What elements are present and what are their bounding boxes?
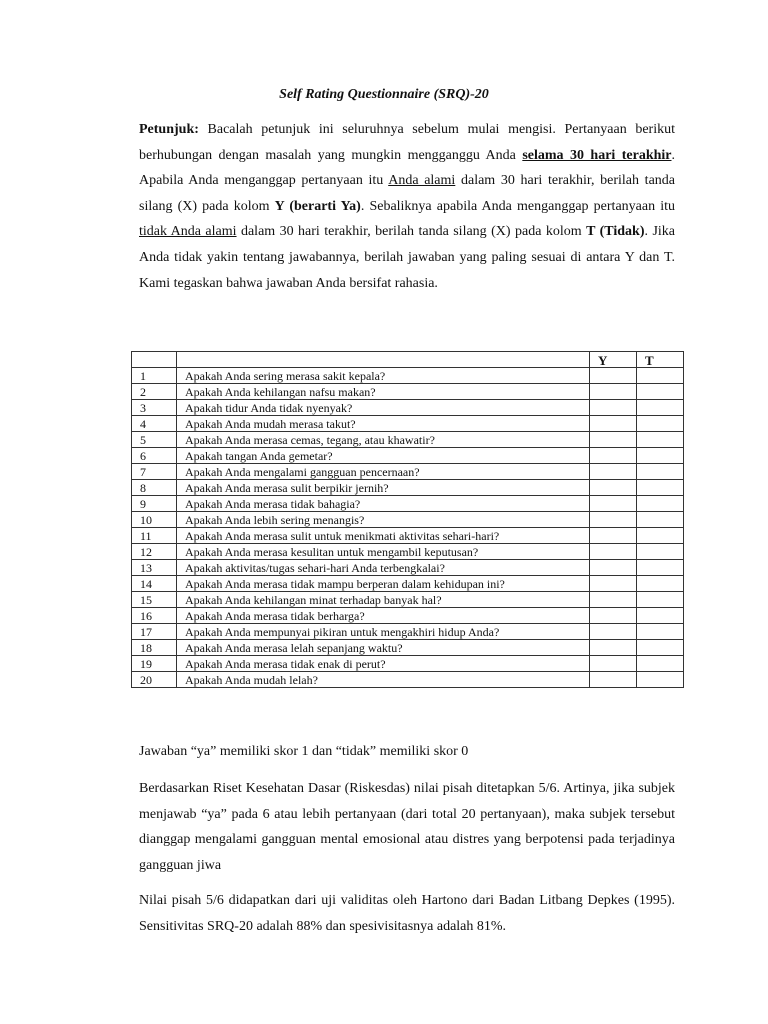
document-title: Self Rating Questionnaire (SRQ)-20 [279, 87, 489, 102]
questionnaire-table [131, 351, 684, 688]
question-text-cell: Apakah Anda kehilangan minat terhadap banyak hal? [177, 592, 590, 608]
question-number-cell: 19 [132, 656, 177, 672]
instructions-text-3: dalam 30 hari terakhir, berilah tanda silang (X) pada kolom [139, 173, 675, 214]
question-number-cell: 3 [132, 400, 177, 416]
table-row [132, 528, 684, 544]
table-row [132, 544, 684, 560]
instructions-label: Petunjuk: [139, 122, 199, 137]
question-text-cell: Apakah Anda merasa sulit berpikir jernih? [177, 480, 590, 496]
question-number-cell: 14 [132, 576, 177, 592]
answer-y-cell[interactable] [590, 368, 637, 384]
answer-y-cell[interactable] [590, 400, 637, 416]
question-text-cell: Apakah Anda merasa tidak enak di perut? [177, 656, 590, 672]
answer-y-cell[interactable] [590, 608, 637, 624]
answer-y-cell[interactable] [590, 640, 637, 656]
answer-t-cell[interactable] [637, 464, 684, 480]
question-text-cell: Apakah Anda kehilangan nafsu makan? [177, 384, 590, 400]
header-question-cell [177, 352, 590, 368]
question-text-cell: Apakah Anda lebih sering menangis? [177, 512, 590, 528]
answer-y-cell[interactable] [590, 576, 637, 592]
table-row [132, 464, 684, 480]
answer-t-cell[interactable] [637, 528, 684, 544]
question-text-cell: Apakah Anda merasa tidak bahagia? [177, 496, 590, 512]
table-row [132, 448, 684, 464]
answer-y-cell[interactable] [590, 656, 637, 672]
table-row [132, 576, 684, 592]
answer-y-cell[interactable] [590, 528, 637, 544]
instructions-text-6: . Jika Anda tidak yakin tentang jawabannya, berilah jawaban yang paling sesuai di antara Y dan T. Kami tegaskan bahwa jawaban Anda bersifat rahasia. [139, 224, 675, 291]
table-row [132, 560, 684, 576]
answer-y-cell[interactable] [590, 432, 637, 448]
answer-t-cell[interactable] [637, 624, 684, 640]
answer-y-cell[interactable] [590, 384, 637, 400]
table-row [132, 416, 684, 432]
answer-t-cell[interactable] [637, 640, 684, 656]
table-row [132, 592, 684, 608]
scoring-paragraph: Jawaban “ya” memiliki skor 1 dan “tidak” memiliki skor 0 [139, 744, 469, 759]
answer-y-cell[interactable] [590, 672, 637, 688]
table-header-row [132, 352, 684, 368]
instructions-column-t: T (Tidak) [586, 224, 645, 240]
question-text-cell: Apakah Anda merasa kesulitan untuk mengambil keputusan? [177, 544, 590, 560]
instructions-text-5: dalam 30 hari terakhir, berilah tanda silang (X) pada kolom [236, 224, 587, 240]
answer-y-cell[interactable] [590, 496, 637, 512]
question-number-cell: 4 [132, 416, 177, 432]
answer-y-cell[interactable] [590, 544, 637, 560]
table-row [132, 496, 684, 512]
instructions-emphasis-not-experienced: tidak Anda alami [139, 224, 237, 240]
instructions-emphasis-experienced: Anda alami [388, 173, 456, 189]
table-row [132, 672, 684, 688]
question-number-cell: 20 [132, 672, 177, 688]
answer-y-cell[interactable] [590, 480, 637, 496]
instructions-text-2: . Apabila Anda menganggap pertanyaan itu [139, 147, 675, 189]
answer-t-cell[interactable] [637, 480, 684, 496]
answer-t-cell[interactable] [637, 384, 684, 400]
question-text-cell: Apakah Anda mempunyai pikiran untuk mengakhiri hidup Anda? [177, 624, 590, 640]
table-row [132, 624, 684, 640]
question-text-cell: Apakah aktivitas/tugas sehari-hari Anda terbengkalai? [177, 560, 590, 576]
header-y-cell: Y [590, 352, 637, 368]
question-number-cell: 11 [132, 528, 177, 544]
answer-t-cell[interactable] [637, 592, 684, 608]
question-number-cell: 5 [132, 432, 177, 448]
answer-y-cell[interactable] [590, 464, 637, 480]
question-number-cell: 7 [132, 464, 177, 480]
table-row [132, 640, 684, 656]
answer-y-cell[interactable] [590, 416, 637, 432]
table-row [132, 400, 684, 416]
question-text-cell: Apakah Anda mudah merasa takut? [177, 416, 590, 432]
question-text-cell: Apakah Anda mudah lelah? [177, 672, 590, 688]
question-number-cell: 6 [132, 448, 177, 464]
answer-t-cell[interactable] [637, 496, 684, 512]
question-number-cell: 18 [132, 640, 177, 656]
question-text-cell: Apakah Anda sering merasa sakit kepala? [177, 368, 590, 384]
table-row [132, 368, 684, 384]
table-row [132, 512, 684, 528]
answer-t-cell[interactable] [637, 608, 684, 624]
answer-t-cell[interactable] [637, 416, 684, 432]
question-number-cell: 15 [132, 592, 177, 608]
question-number-cell: 12 [132, 544, 177, 560]
instructions-paragraph [139, 117, 675, 296]
header-number-cell [132, 352, 177, 368]
answer-y-cell[interactable] [590, 512, 637, 528]
cutoff-paragraph: Berdasarkan Riset Kesehatan Dasar (Riskesdas) nilai pisah ditetapkan 5/6. Artinya, jika subjek menjawab “ya” pada 6 atau lebih pertanyaan (dari total 20 pertanyaan), maka subjek tersebut dianggap mengalami gangguan mental emosional atau distres yang berpotensi pada terjadinya gangguan jiwa [139, 781, 675, 873]
question-number-cell: 1 [132, 368, 177, 384]
question-text-cell: Apakah Anda merasa cemas, tegang, atau khawatir? [177, 432, 590, 448]
question-number-cell: 8 [132, 480, 177, 496]
header-t-cell: T [637, 352, 684, 368]
question-number-cell: 16 [132, 608, 177, 624]
question-number-cell: 10 [132, 512, 177, 528]
question-text-cell: Apakah tidur Anda tidak nyenyak? [177, 400, 590, 416]
answer-y-cell[interactable] [590, 592, 637, 608]
answer-t-cell[interactable] [637, 368, 684, 384]
question-number-cell: 2 [132, 384, 177, 400]
table-row [132, 432, 684, 448]
question-number-cell: 13 [132, 560, 177, 576]
answer-t-cell[interactable] [637, 672, 684, 688]
answer-t-cell[interactable] [637, 544, 684, 560]
instructions-text-4: . Sebaliknya apabila Anda menganggap pertanyaan itu [360, 198, 675, 214]
answer-t-cell[interactable] [637, 448, 684, 464]
instructions-text-1: Bacalah petunjuk ini seluruhnya sebelum mulai mengisi. Pertanyaan berikut berhubungan dengan masalah yang mungkin mengganggu Anda [139, 122, 675, 163]
question-text-cell: Apakah Anda mengalami gangguan pencernaan? [177, 464, 590, 480]
question-number-cell: 9 [132, 496, 177, 512]
answer-t-cell[interactable] [637, 576, 684, 592]
question-text-cell: Apakah Anda merasa tidak mampu berperan dalam kehidupan ini? [177, 576, 590, 592]
table-row [132, 656, 684, 672]
question-text-cell: Apakah Anda merasa lelah sepanjang waktu? [177, 640, 590, 656]
table-row [132, 480, 684, 496]
question-text-cell: Apakah tangan Anda gemetar? [177, 448, 590, 464]
answer-t-cell[interactable] [637, 400, 684, 416]
table-row [132, 384, 684, 400]
question-text-cell: Apakah Anda merasa tidak berharga? [177, 608, 590, 624]
answer-t-cell[interactable] [637, 512, 684, 528]
answer-y-cell[interactable] [590, 624, 637, 640]
answer-t-cell[interactable] [637, 656, 684, 672]
validity-paragraph: Nilai pisah 5/6 didapatkan dari uji validitas oleh Hartono dari Badan Litbang Depkes (1995). Sensitivitas SRQ-20 adalah 88% dan spesivisitasnya adalah 81%. [139, 893, 675, 934]
answer-y-cell[interactable] [590, 560, 637, 576]
answer-t-cell[interactable] [637, 432, 684, 448]
question-text-cell: Apakah Anda merasa sulit untuk menikmati aktivitas sehari-hari? [177, 528, 590, 544]
answer-t-cell[interactable] [637, 560, 684, 576]
answer-y-cell[interactable] [590, 448, 637, 464]
instructions-emphasis-period: selama 30 hari terakhir [522, 147, 672, 163]
table-row [132, 608, 684, 624]
question-number-cell: 17 [132, 624, 177, 640]
instructions-column-y: Y (berarti Ya) [274, 198, 361, 214]
